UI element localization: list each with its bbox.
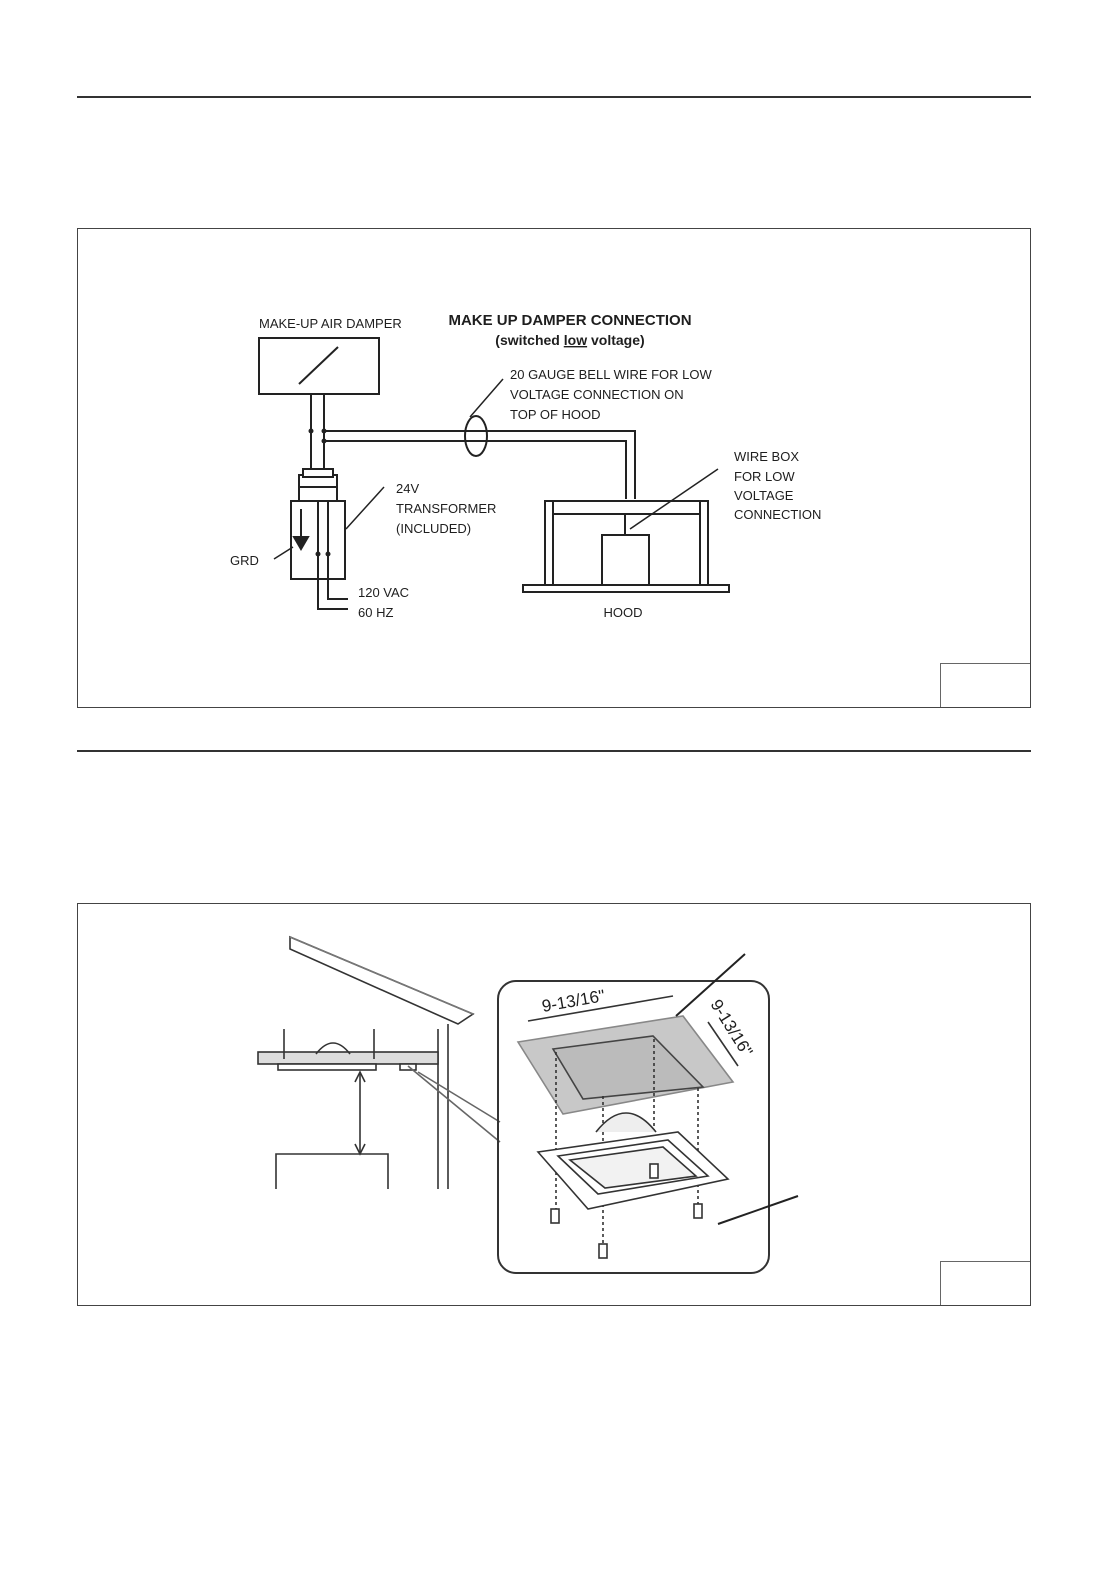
wiring-title: MAKE UP DAMPER CONNECTION	[448, 312, 692, 329]
top-divider-line	[77, 96, 1031, 98]
figure-number-box	[940, 1261, 1030, 1305]
cooktop	[276, 1154, 388, 1189]
figure-number-box	[940, 663, 1030, 707]
hood-label: HOOD	[603, 605, 643, 620]
duct-collar	[596, 1113, 656, 1132]
roof	[290, 937, 473, 1024]
transformer-label-line2: TRANSFORMER	[396, 501, 497, 516]
bell-wire-label-line2: VOLTAGE CONNECTION ON	[510, 387, 684, 402]
wiring-diagram-panel	[77, 228, 1031, 708]
ceiling	[258, 1052, 438, 1064]
installation-diagram-panel	[77, 903, 1031, 1306]
wall	[438, 1024, 448, 1189]
wiring-diagram	[78, 229, 1032, 709]
dimension-depth: 9-13/16"	[706, 996, 757, 1061]
wire-box	[602, 535, 649, 585]
dimension-width: 9-13/16"	[540, 986, 607, 1016]
wiring-subtitle: (switched low voltage)	[495, 332, 645, 348]
ground-label: GRD	[230, 553, 259, 568]
wire-box-label-line2: FOR LOW	[734, 469, 795, 484]
wire-box-label-line4: CONNECTION	[734, 507, 822, 522]
power-label-line2: 60 HZ	[358, 605, 394, 620]
transformer-label-line1: 24V	[396, 481, 420, 496]
transformer-label-line3: (INCLUDED)	[396, 521, 472, 536]
damper-blade	[299, 347, 338, 384]
wire-box-label-line1: WIRE BOX	[734, 449, 800, 464]
damper-label: MAKE-UP AIR DAMPER	[259, 316, 402, 331]
bell-wire-label-line1: 20 GAUGE BELL WIRE FOR LOW	[510, 367, 712, 382]
installation-diagram	[78, 904, 1032, 1307]
middle-divider-line	[77, 750, 1031, 752]
bell-wire-label-line3: TOP OF HOOD	[510, 407, 601, 422]
wire-box-label-line3: VOLTAGE	[734, 488, 794, 503]
power-label-line1: 120 VAC	[358, 585, 410, 600]
bell-wire-bundle-marker	[465, 416, 487, 456]
